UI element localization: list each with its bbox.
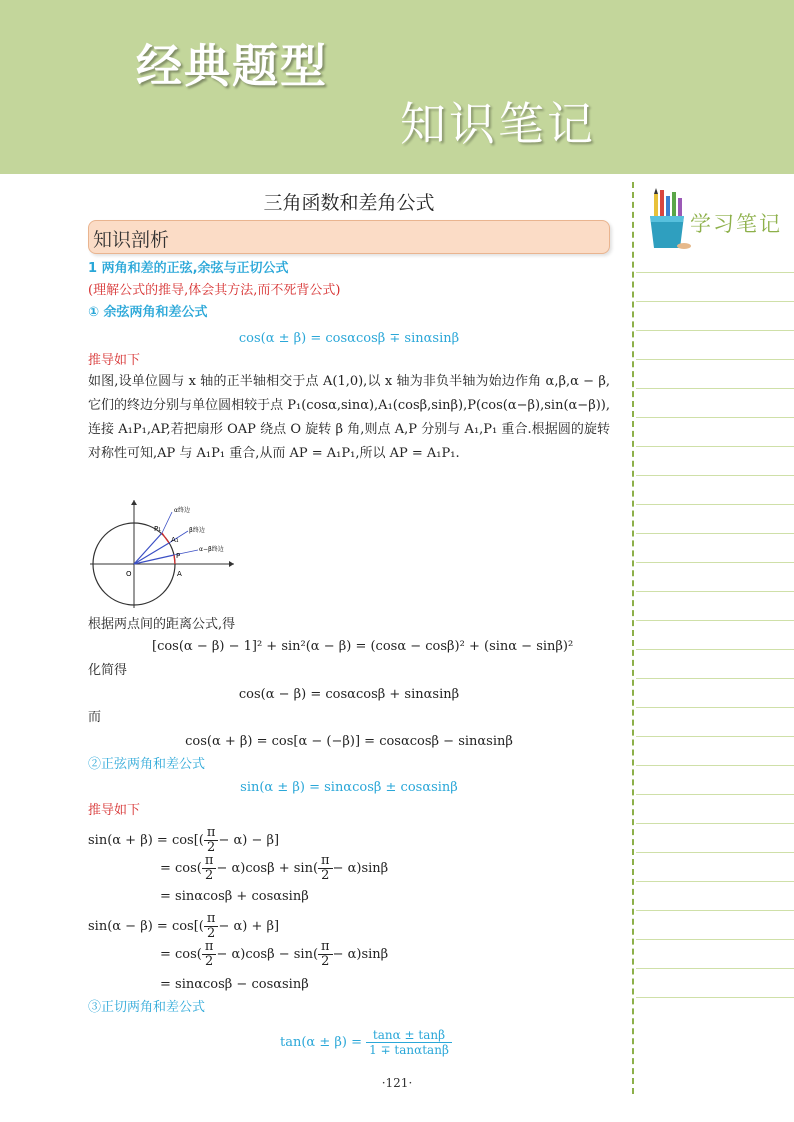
- note-ruled-line: [636, 620, 794, 621]
- simplify-label: 化简得: [88, 663, 128, 678]
- formula-cos: cos(α ± β) = cosαcosβ ∓ sinαsinβ: [238, 331, 460, 346]
- note-ruled-line: [636, 272, 794, 273]
- note-ruled-line: [636, 910, 794, 911]
- note-ruled-line: [636, 707, 794, 708]
- header-banner: [0, 0, 794, 174]
- label-p: P: [176, 552, 181, 560]
- note-ruled-line: [636, 823, 794, 824]
- note-ruled-line: [636, 649, 794, 650]
- section-title: 知识剖析: [93, 229, 170, 251]
- note-ruled-line: [636, 533, 794, 534]
- page-number: ·121·: [381, 1076, 413, 1090]
- heading-sum-diff: 1 两角和差的正弦,余弦与正切公式: [88, 261, 289, 276]
- banner-title-2: 知识笔记: [400, 97, 596, 151]
- heading-cos: ① 余弦两角和差公式: [88, 305, 208, 320]
- sin-step-4: sin(α − β) = cos[( $\frac{\pi}{2}$ − α) + β]: [88, 911, 280, 941]
- heading-sin: ②正弦两角和差公式: [88, 757, 206, 772]
- eq-cos-plus: cos(α + β) = cos[α − (−β)] = cosαcosβ − sinαsinβ: [185, 734, 513, 749]
- note-ruled-line: [636, 301, 794, 302]
- sin-step-6: = sinαcosβ − cosαsinβ: [160, 977, 309, 992]
- note-ruled-line: [636, 446, 794, 447]
- label-p1: P₁: [154, 525, 162, 533]
- note-ruled-line: [636, 765, 794, 766]
- note-ruled-line: [636, 939, 794, 940]
- label-o: O: [126, 570, 132, 578]
- note-ruled-line: [636, 997, 794, 998]
- note-ruled-line: [636, 388, 794, 389]
- note-ruled-line: [636, 504, 794, 505]
- note-ruled-line: [636, 562, 794, 563]
- note-ruled-line: [636, 417, 794, 418]
- note-ruled-line: [636, 794, 794, 795]
- label-a1: A₁: [171, 536, 179, 544]
- note-ruled-line: [636, 852, 794, 853]
- derivation-paragraph: 如图,设单位圆与 x 轴的正半轴相交于点 A(1,0),以 x 轴为非负半轴为始边作角 α,β,α − β,它们的终边分别与单位圆相较于点 P₁(cosα,sinα),A₁(cosβ,sinβ),P(cos(α−β),sin(α−β)),连接 A₁P₁,AP,若把扇形 OAP 绕点 O 旋转 β 角,则点 A,P 分别与 A₁,P₁ 重合.根据圆的旋转对称性可知,AP 与 A₁P₁ 重合,从而 AP = A₁P₁,所以 AP = A₁P₁.: [88, 374, 610, 461]
- section-header: [88, 220, 610, 254]
- notes-sidebar: [636, 182, 794, 1094]
- label-diff-side: α−β终边: [199, 546, 224, 553]
- and-label: 而: [88, 710, 102, 725]
- study-note: (理解公式的推导,体会其方法,而不死背公式): [88, 283, 341, 298]
- sin-step-2: = cos( $\frac{\pi}{2}$ − α)cosβ + sin( $\frac{\pi}{2}$ − α)sinβ: [160, 853, 389, 883]
- eq-cos-minus: cos(α − β) = cosαcosβ + sinαsinβ: [238, 687, 460, 702]
- notes-title: 学习笔记: [690, 212, 782, 236]
- formula-sin: sin(α ± β) = sinαcosβ ± cosαsinβ: [240, 780, 458, 795]
- eq-distance: [cos(α − β) − 1]² + sin²(α − β) = (cosα − cosβ)² + (sinα − sinβ)²: [152, 639, 574, 654]
- note-ruled-line: [636, 330, 794, 331]
- note-ruled-line: [636, 881, 794, 882]
- sin-step-3: = sinαcosβ + cosαsinβ: [160, 889, 309, 904]
- note-ruled-line: [636, 968, 794, 969]
- sin-step-5: = cos( $\frac{\pi}{2}$ − α)cosβ − sin( $\frac{\pi}{2}$ − α)sinβ: [160, 939, 389, 969]
- formula-tan: tan(α ± β) = $\frac{\tan\alpha \pm \tan\beta}{1 \mp \tan\alpha\tan\beta}$: [280, 1028, 452, 1057]
- page-title: 三角函数和差角公式: [263, 192, 435, 214]
- note-ruled-line: [636, 678, 794, 679]
- note-ruled-line: [636, 591, 794, 592]
- derive-label-1: 推导如下: [88, 353, 141, 368]
- sin-step-1: sin(α + β) = cos[( $\frac{\pi}{2}$ − α) − β]: [88, 825, 280, 855]
- banner-title-1: 经典题型: [136, 39, 328, 93]
- unit-circle-figure: [90, 498, 240, 610]
- note-ruled-line: [636, 736, 794, 737]
- pencil-cup-icon: [644, 188, 692, 252]
- label-a: A: [177, 570, 182, 578]
- notes-divider: [632, 182, 634, 1094]
- label-alpha-side: α终边: [174, 507, 190, 514]
- note-ruled-line: [636, 475, 794, 476]
- label-beta-side: β终边: [189, 527, 205, 534]
- heading-tan: ③正切两角和差公式: [88, 1000, 206, 1015]
- distance-intro: 根据两点间的距离公式,得: [88, 617, 236, 632]
- note-ruled-line: [636, 359, 794, 360]
- derive-label-2: 推导如下: [88, 803, 141, 818]
